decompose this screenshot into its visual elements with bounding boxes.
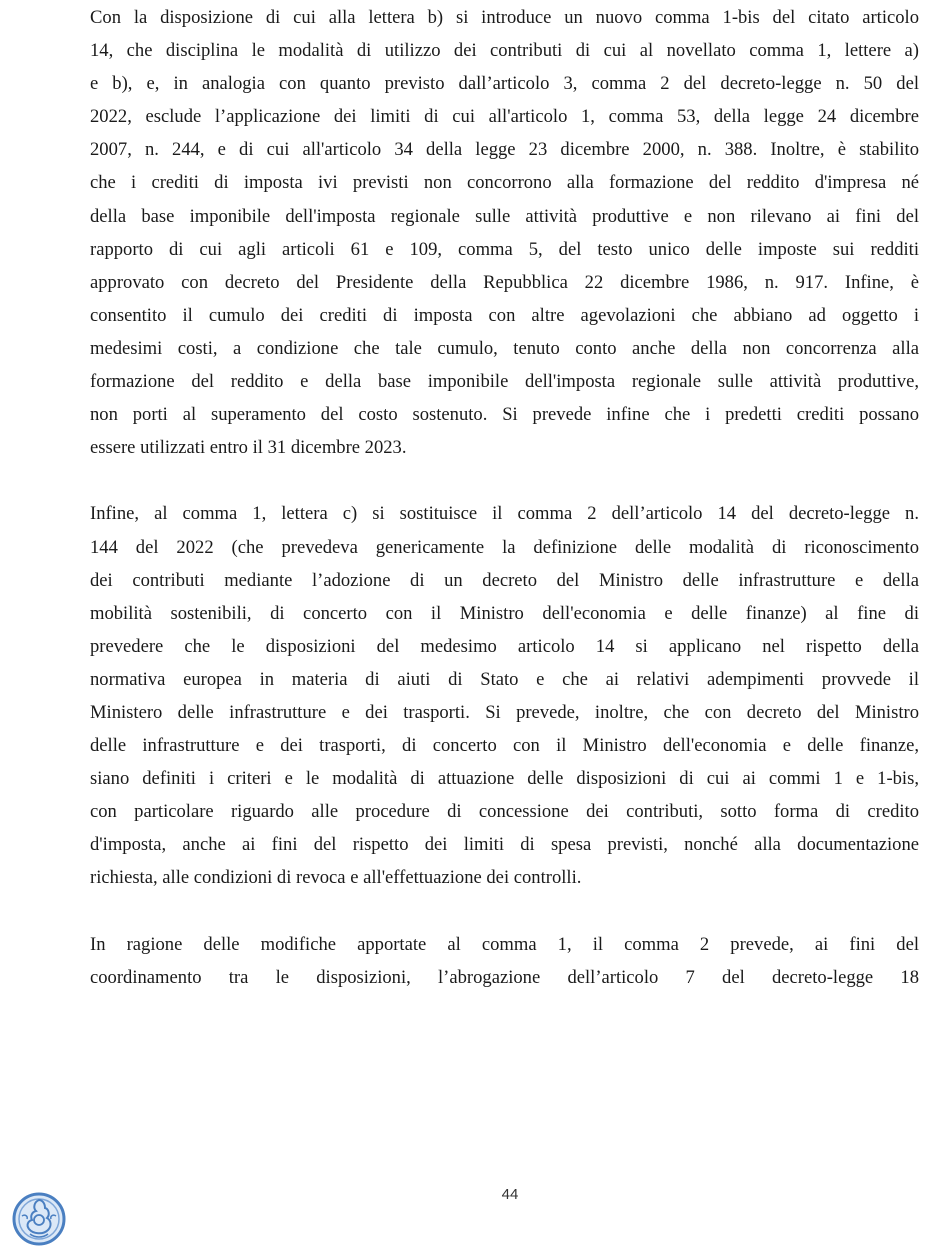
paragraph-1	[90, 1, 919, 464]
text-line: 144 del 2022 (che prevedeva genericamente la definizione delle modalità di riconoscimento	[90, 536, 919, 558]
text-line: delle infrastrutture e dei trasporti, di concerto con il Ministro dell'economia e delle finanze,	[90, 735, 919, 757]
text-line: 14, che disciplina le modalità di utilizzo dei contributi di cui al novellato comma 1, lettere a)	[90, 40, 919, 62]
text-line: della base imponibile dell'imposta regionale sulle attività produttive e non rilevano ai fini del	[90, 205, 919, 227]
text-line: richiesta, alle condizioni di revoca e all'effettuazione dei controlli.	[90, 867, 582, 889]
text-line: che i crediti di imposta ivi previsti non concorrono alla formazione del reddito d'impresa né	[90, 172, 919, 194]
text-line: coordinamento tra le disposizioni, l’abrogazione dell’articolo 7 del decreto-legge 18	[90, 966, 919, 988]
text-line: Con la disposizione di cui alla lettera b) si introduce un nuovo comma 1-bis del citato articolo	[90, 7, 919, 28]
text-line: non porti al superamento del costo sostenuto. Si prevede infine che i predetti crediti possano	[90, 404, 919, 426]
institutional-seal-icon	[10, 1190, 68, 1248]
text-line: consentito il cumulo dei crediti di imposta con altre agevolazioni che abbiano ad oggetto i	[90, 304, 919, 326]
text-line: con particolare riguardo alle procedure di concessione dei contributi, sotto forma di credito	[90, 801, 919, 823]
text-line: rapporto di cui agli articoli 61 e 109, comma 5, del testo unico delle imposte sui redditi	[90, 238, 919, 260]
document-body	[90, 1, 919, 994]
page-footer	[0, 1160, 927, 1258]
text-line: 2007, n. 244, e di cui all'articolo 34 della legge 23 dicembre 2000, n. 388. Inoltre, è stabilito	[90, 139, 919, 161]
paragraph-2	[90, 497, 919, 894]
page-number: 44	[501, 1186, 519, 1203]
text-line: mobilità sostenibili, di concerto con il Ministro dell'economia e delle finanze) al fine di	[90, 602, 919, 624]
text-line: formazione del reddito e della base imponibile dell'imposta regionale sulle attività produttive,	[90, 371, 919, 393]
text-line: normativa europea in materia di aiuti di Stato e che ai relativi adempimenti provvede il	[90, 668, 919, 690]
text-line: approvato con decreto del Presidente della Repubblica 22 dicembre 1986, n. 917. Infine, è	[90, 271, 919, 293]
text-line: dei contributi mediante l’adozione di un decreto del Ministro delle infrastrutture e della	[90, 569, 919, 591]
text-line: d'imposta, anche ai fini del rispetto dei limiti di spesa previsti, nonché alla documentazione	[90, 834, 919, 856]
text-line: In ragione delle modifiche apportate al comma 1, il comma 2 prevede, ai fini del	[90, 933, 919, 955]
text-line: prevedere che le disposizioni del medesimo articolo 14 si applicano nel rispetto della	[90, 635, 919, 657]
text-line: Infine, al comma 1, lettera c) si sostituisce il comma 2 dell’articolo 14 del decreto-legge n.	[90, 503, 919, 525]
text-line: essere utilizzati entro il 31 dicembre 2023.	[90, 437, 407, 459]
paragraph-3	[90, 928, 919, 994]
text-line: Ministero delle infrastrutture e dei trasporti. Si prevede, inoltre, che con decreto del Ministro	[90, 701, 919, 723]
text-line: e b), e, in analogia con quanto previsto dall’articolo 3, comma 2 del decreto-legge n. 50 del	[90, 73, 919, 95]
text-line: medesimi costi, a condizione che tale cumulo, tenuto conto anche della non concorrenza alla	[90, 337, 919, 359]
text-line: 2022, esclude l’applicazione dei limiti di cui all'articolo 1, comma 53, della legge 24 dicembre	[90, 106, 919, 128]
text-line: siano definiti i criteri e le modalità di attuazione delle disposizioni di cui ai commi 1 e 1-bis,	[90, 768, 919, 790]
